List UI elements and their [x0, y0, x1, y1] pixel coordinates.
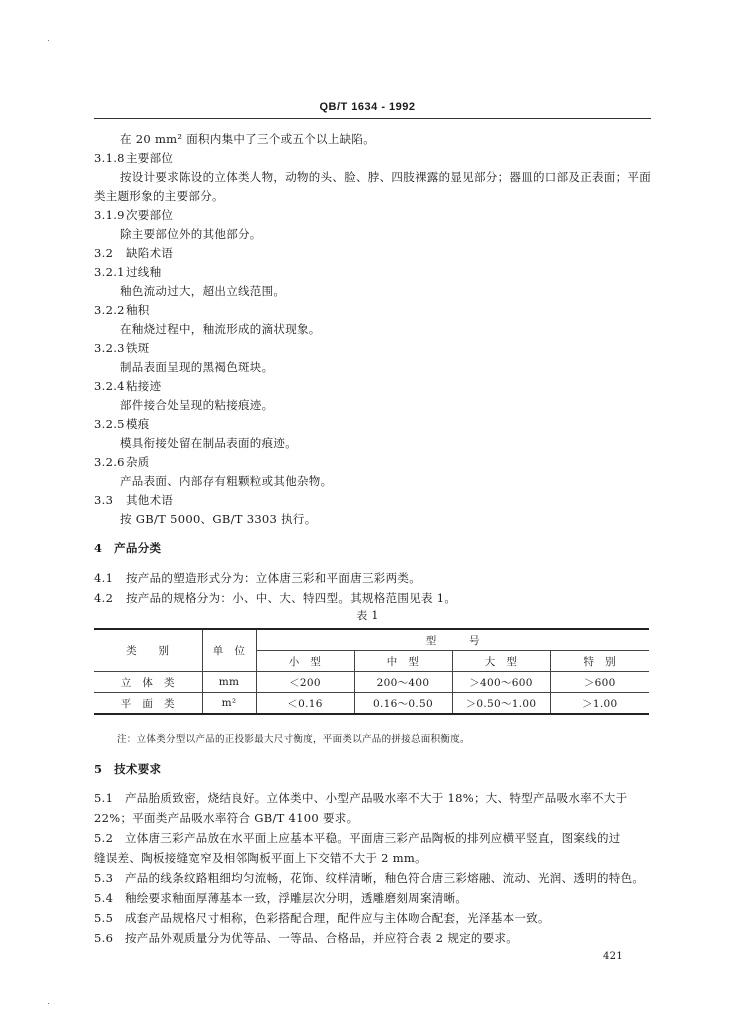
- clause-title: 粘接迹: [126, 379, 162, 393]
- clause-heading: [94, 245, 173, 261]
- clause-text: 制品表面呈现的黑褐色斑块。: [120, 360, 274, 374]
- section-5-title: 5 技术要求: [94, 762, 162, 776]
- page-number: 421: [603, 951, 623, 962]
- row-value: ＞1.00: [550, 693, 649, 715]
- row-value: ＞600: [550, 672, 649, 693]
- scan-speck: [48, 40, 49, 41]
- clause-heading: [94, 207, 173, 223]
- item-number: 4.1: [94, 571, 114, 585]
- row-value: ＜200: [256, 672, 354, 693]
- table-note: 注：立体类分型以产品的正投影最大尺寸衡度，平面类以产品的拼接总面积衡度。: [117, 734, 470, 745]
- clause-text: 部件接合处呈现的粘接痕迹。: [120, 398, 274, 412]
- item-text: 按产品的规格分为：小、中、大、特四型。其规格范围见表 1。: [126, 591, 457, 605]
- clause-heading: [94, 302, 150, 318]
- requirement-line: 5.4 釉绘要求釉面厚薄基本一致，浮雕层次分明，透雕磨刻周案清晰。: [94, 891, 468, 905]
- requirement-line: 5.2 立体唐三彩产品放在水平面上应基本平稳。平面唐三彩产品陶板的排列应横平竖直，图案线的过: [94, 831, 621, 845]
- clause-number: 3.2.4: [94, 379, 125, 393]
- scan-speck: [48, 1003, 49, 1004]
- clause-number: 3.1.8: [94, 151, 125, 165]
- clause-number: 3.2.2: [94, 303, 125, 317]
- item-text: 按产品的塑造形式分为：立体唐三彩和平面唐三彩两类。: [126, 571, 421, 585]
- clause-title: 其他术语: [126, 493, 174, 507]
- table-caption: 表 1: [356, 609, 379, 622]
- row-category: 平 面 类: [94, 693, 202, 715]
- item-4-2: [94, 590, 456, 606]
- header-category: 类 别: [94, 629, 202, 672]
- subhead-special: 特 别: [550, 651, 649, 672]
- row-value: ＞400～600: [452, 672, 550, 693]
- requirement-line: 5.1 产品胎质致密，烧结良好。立体类中、小型产品吸水率不大于 18%；大、特型产品吸水率不大于: [94, 791, 628, 805]
- clause-heading: [94, 454, 150, 470]
- clause-number: 3.2.5: [94, 417, 125, 431]
- header-unit: 单 位: [202, 629, 256, 672]
- clause-heading: [94, 340, 150, 356]
- clause-heading: [94, 378, 161, 394]
- row-unit: m²: [202, 693, 256, 715]
- row-value: ＞0.50～1.00: [452, 693, 550, 715]
- clause-text: 除主要部位外的其他部分。: [120, 227, 262, 241]
- clause-text: 釉色流动过大，超出立线范围。: [120, 284, 286, 298]
- clause-text: 按设计要求陈设的立体类人物，动物的头、脸、脖、四肢裸露的显见部分；器皿的口部及正表面；平面: [120, 170, 651, 184]
- subhead-large: 大 型: [452, 651, 550, 672]
- item-number: 4.2: [94, 591, 114, 605]
- clause-heading: [94, 416, 150, 432]
- requirement-line: 缝误差、陶板接缝宽窄及相邻陶板平面上下交错不大于 2 mm。: [94, 851, 427, 865]
- clause-title: 釉积: [126, 303, 150, 317]
- clause-title: 铁斑: [126, 341, 150, 355]
- header-rule: [94, 118, 651, 119]
- clause-title: 杂质: [126, 455, 150, 469]
- row-value: ＜0.16: [256, 693, 354, 715]
- clause-heading: [94, 150, 173, 166]
- table-header-row: [94, 629, 649, 651]
- row-value: 200～400: [354, 672, 452, 693]
- row-category: 立 体 类: [94, 672, 202, 693]
- clause-text: 模具衔接处留在制品表面的痕迹。: [120, 436, 297, 450]
- subhead-medium: 中 型: [354, 651, 452, 672]
- clause-title: 过线釉: [126, 265, 162, 279]
- clause-number: 3.2.3: [94, 341, 125, 355]
- section-4-title: 4 产品分类: [94, 541, 162, 555]
- clause-number: 3.3: [94, 493, 114, 507]
- clause-text: 类主题形象的主要部分。: [94, 189, 224, 203]
- clause-text: 产品表面、内部存有粗颗粒或其他杂物。: [120, 474, 333, 488]
- row-value: 0.16～0.50: [354, 693, 452, 715]
- requirement-line: 5.5 成套产品规格尺寸相称，色彩搭配合理，配件应与主体吻合配套，光泽基本一致。: [94, 911, 550, 925]
- clause-heading: [94, 492, 173, 508]
- clause-title: 次要部位: [126, 208, 174, 222]
- clause-title: 缺陷术语: [126, 246, 174, 260]
- requirement-line: 5.6 按产品外观质量分为优等品、一等品、合格品，并应符合表 2 规定的要求。: [94, 931, 519, 945]
- clause-title: 模痕: [126, 417, 150, 431]
- spec-table: [94, 628, 649, 715]
- clause-title: 主要部位: [126, 151, 174, 165]
- clause-number: 3.2.6: [94, 455, 125, 469]
- page-header: QB/T 1634 - 1992: [319, 101, 416, 113]
- row-unit: mm: [202, 672, 256, 693]
- clause-text: 在釉烧过程中，釉流形成的滴状现象。: [120, 322, 321, 336]
- item-4-1: [94, 570, 421, 586]
- clause-text: 按 GB/T 5000、GB/T 3303 执行。: [120, 512, 317, 526]
- header-model: 型 号: [256, 629, 649, 651]
- clause-number: 3.2.1: [94, 265, 125, 279]
- table-row: [94, 672, 649, 693]
- clause-heading: [94, 264, 161, 280]
- clause-text: 在 20 mm² 面积内集中了三个或五个以上缺陷。: [120, 132, 376, 146]
- requirement-line: 5.3 产品的线条纹路粗细均匀流畅，花饰、纹样清晰，釉色符合唐三彩熔融、流动、光润、透明的特色。: [94, 871, 645, 885]
- table-row: [94, 693, 649, 715]
- subhead-small: 小 型: [256, 651, 354, 672]
- clause-number: 3.2: [94, 246, 114, 260]
- clause-number: 3.1.9: [94, 208, 125, 222]
- requirement-line: 22%；平面类产品吸水率符合 GB/T 4100 要求。: [94, 811, 359, 825]
